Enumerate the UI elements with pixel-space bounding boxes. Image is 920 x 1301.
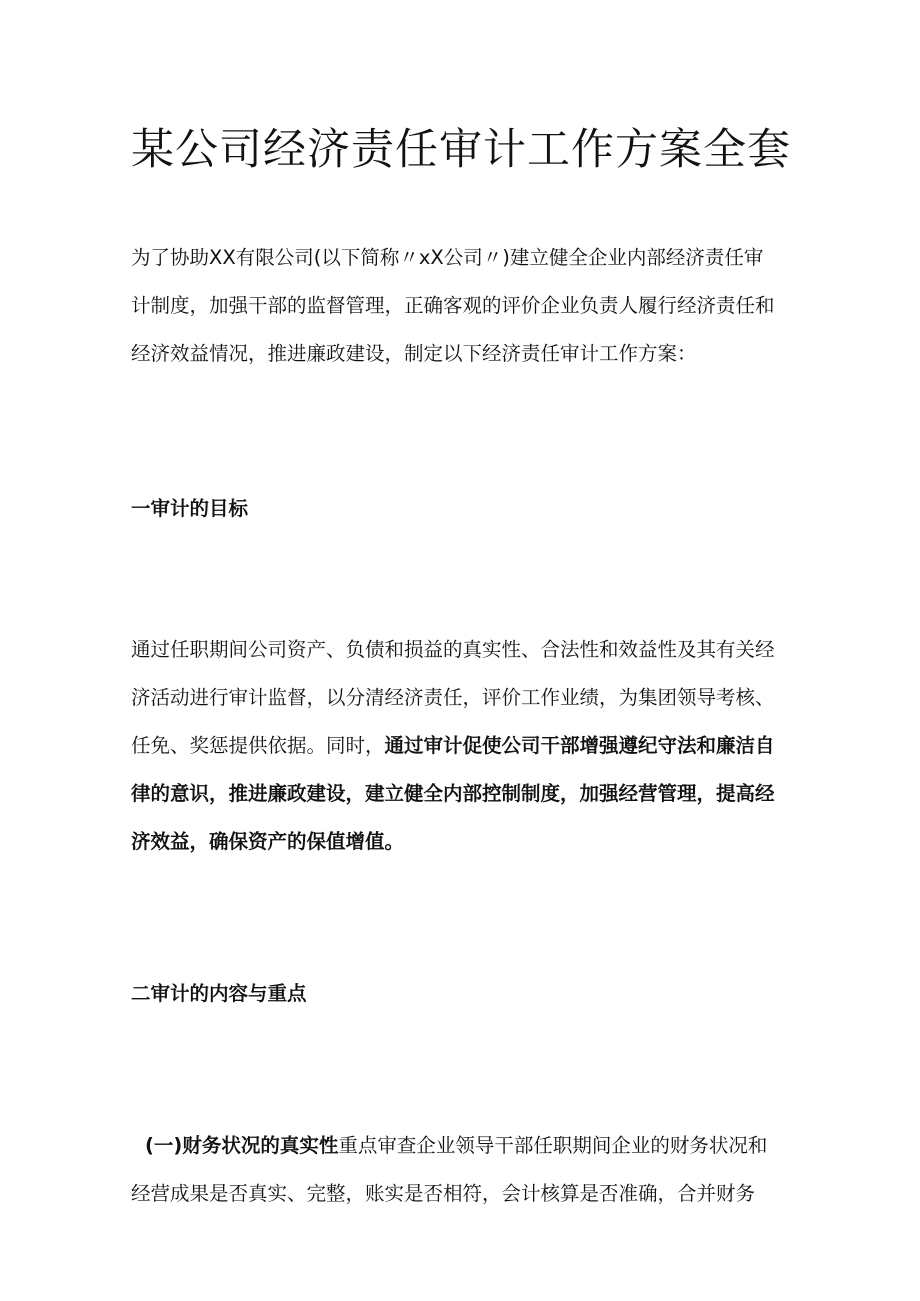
content-line-2: 经营成果是否真实、完整，账实是否相符，会计核算是否准确，合并财务 [131, 1182, 756, 1205]
intro-line-3: 经济效益情况，推进廉政建设，制定以下经济责任审计工作方案： [131, 342, 697, 365]
content-item-1-title: (一)财务状况的真实性 [145, 1134, 339, 1157]
section-heading-content-focus: 二审计的内容与重点 [131, 982, 307, 1005]
content-line-1 [131, 1122, 796, 1170]
objectives-line-1: 通过任职期间公司资产、负债和损益的真实性、合法性和效益性及其有关经 [131, 638, 775, 661]
objectives-line-3 [131, 722, 796, 770]
intro-line-1: 为了协助XX有限公司(以下简称〃xX公司〃)建立健全企业内部经济责任审 [131, 246, 764, 269]
objectives-line-4: 律的意识，推进廉政建设，建立健全内部控制制度，加强经营管理，提高经 [131, 782, 775, 805]
section-heading-objectives: 一审计的目标 [131, 497, 249, 520]
content-item-1-text: 重点审查企业领导干部任职期间企业的财务状况和 [338, 1134, 768, 1157]
objectives-line-3-bold: 通过审计促使公司干部增强遵纪守法和廉洁自 [384, 734, 775, 757]
objectives-line-5: 济效益，确保资产的保值增值。 [131, 830, 405, 853]
intro-line-2: 计制度，加强干部的监督管理，正确客观的评价企业负责人履行经济责任和 [131, 294, 775, 317]
document-title: 某公司经济责任审计工作方案全套 [131, 125, 791, 175]
content-paragraph [131, 1122, 796, 1218]
objectives-paragraph [131, 626, 796, 866]
intro-paragraph [131, 234, 796, 378]
objectives-line-2: 济活动进行审计监督，以分清经济责任，评价工作业绩，为集团领导考核、 [131, 686, 775, 709]
objectives-line-3-normal: 任免、奖惩提供依据。同时， [131, 734, 385, 757]
